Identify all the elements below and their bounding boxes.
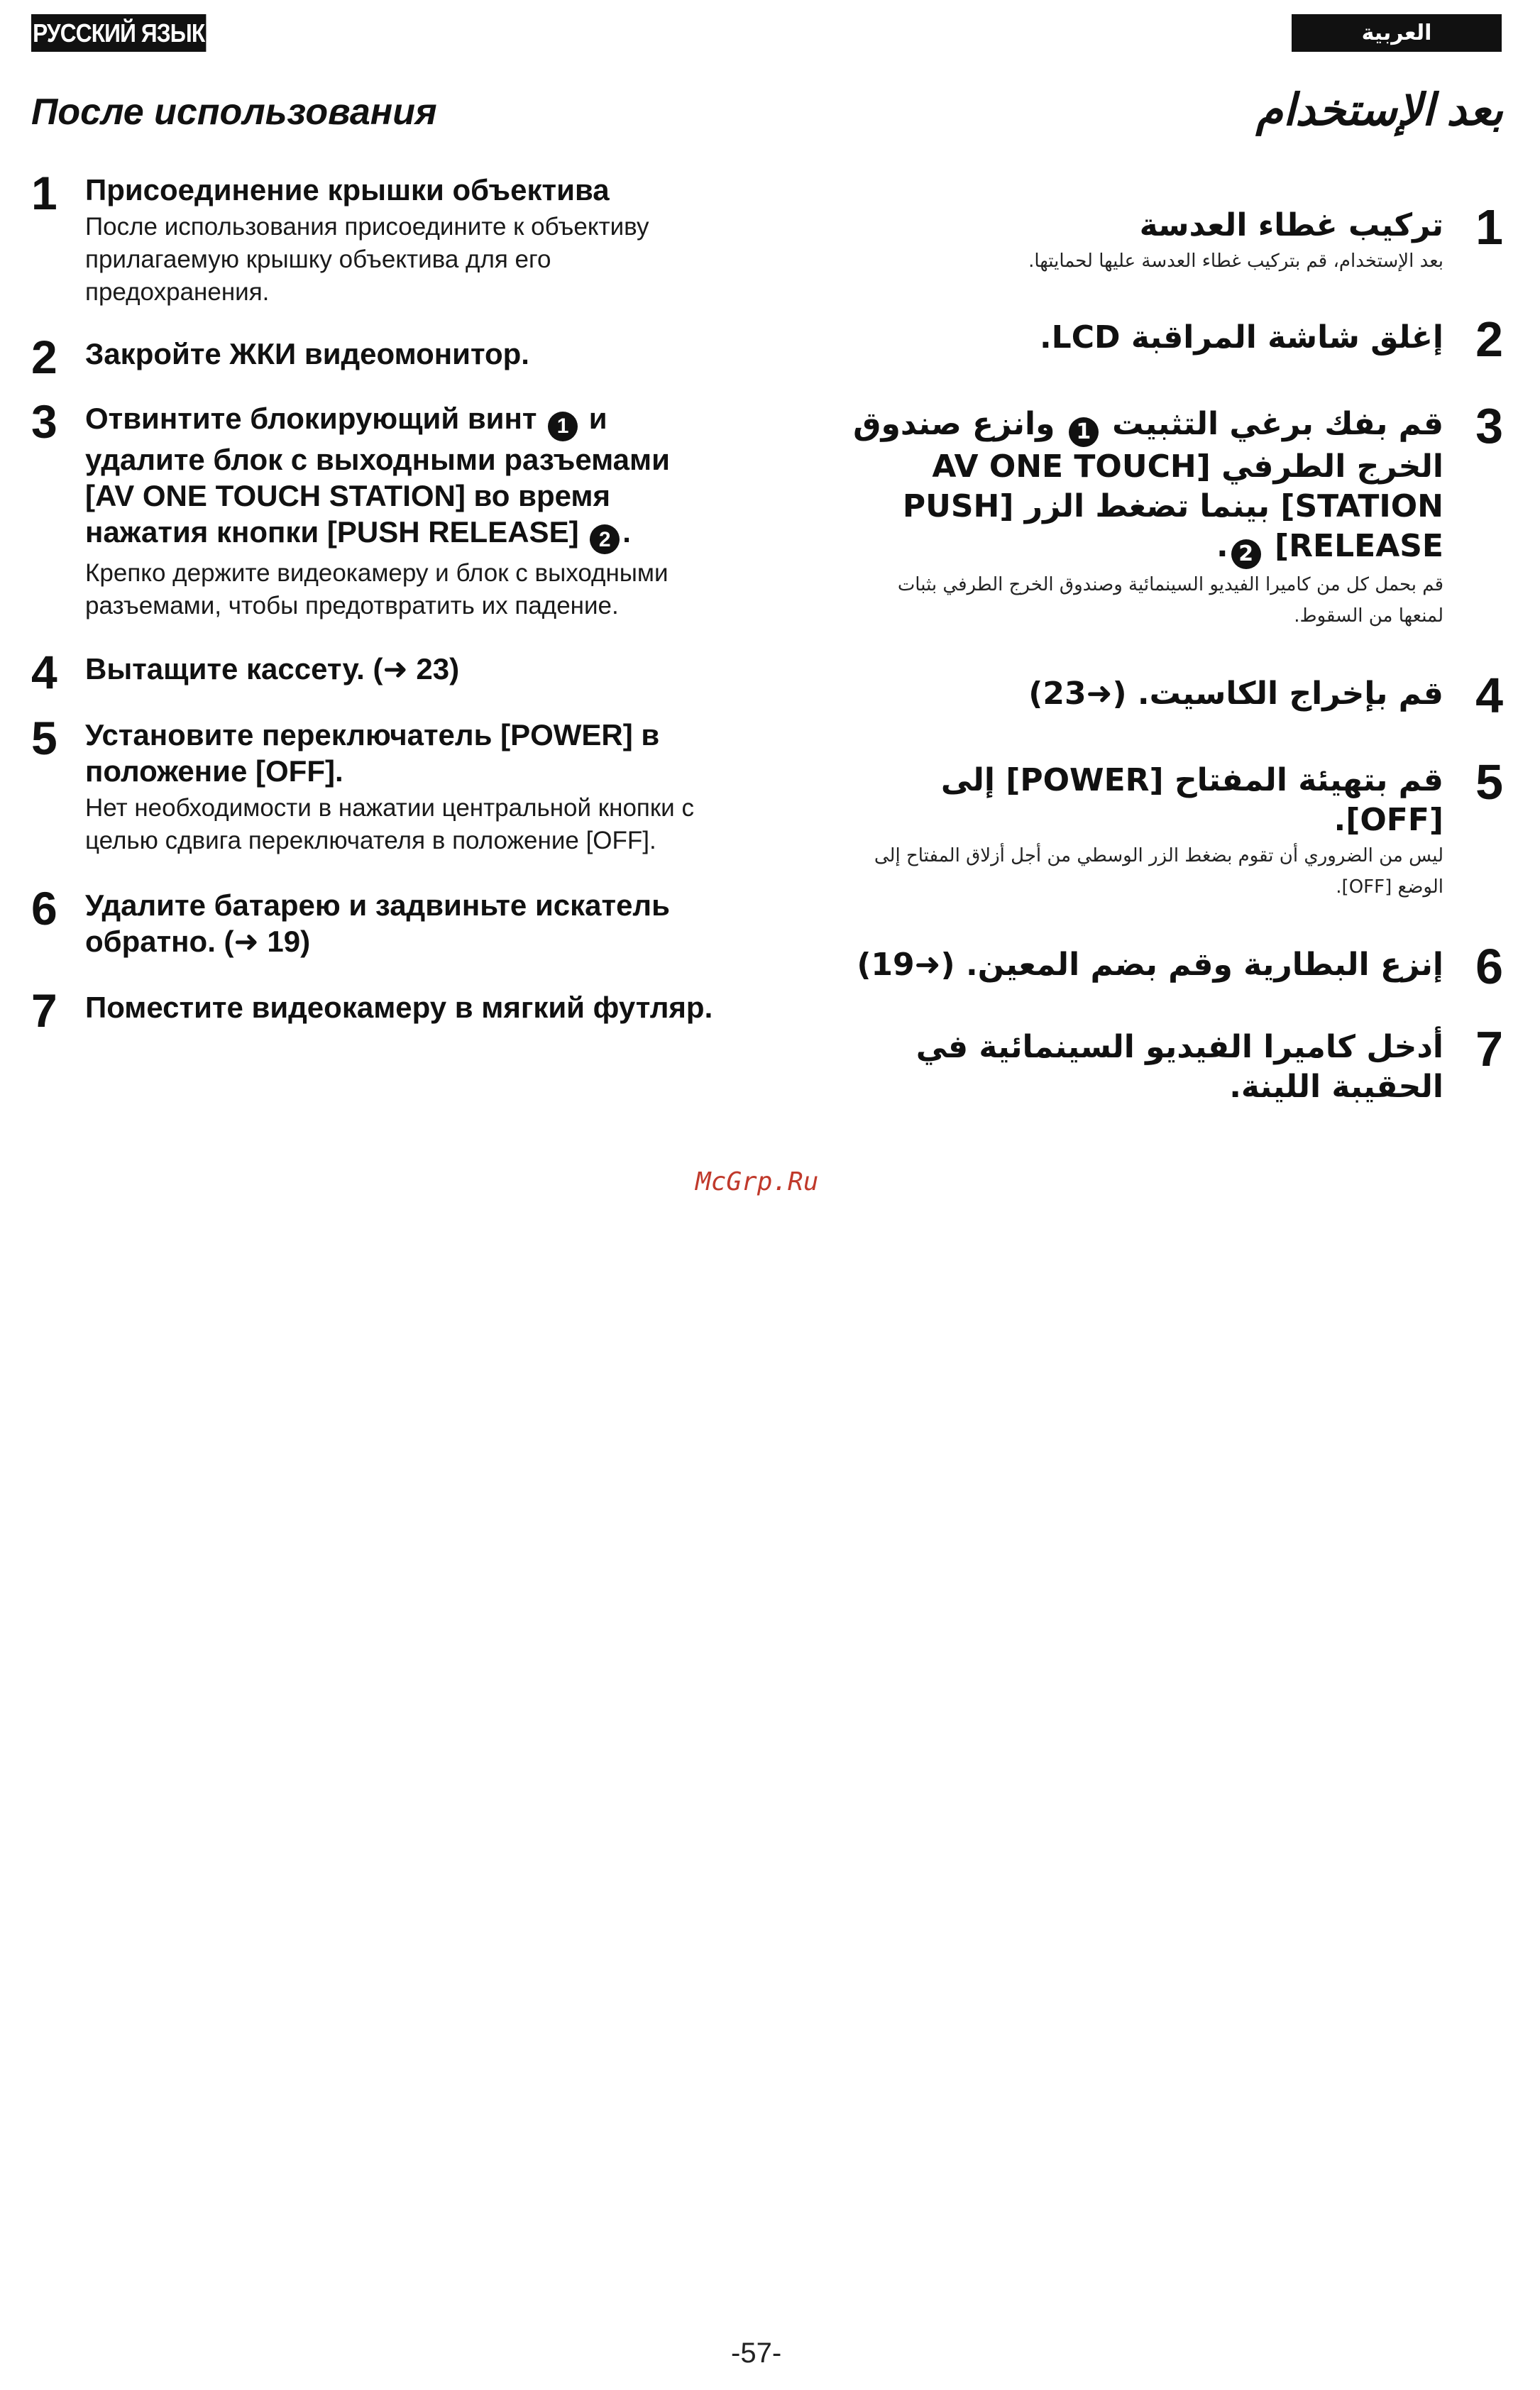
step-number: 2 xyxy=(31,331,57,383)
step-title: إنزع البطارية وقم بضم المعين. (➜19) xyxy=(857,947,1443,983)
marker-1-icon: 1 xyxy=(1069,417,1099,447)
step-title: قم بإخراج الكاسيت. (➜23) xyxy=(1028,676,1443,712)
step-1-ru xyxy=(31,167,727,309)
page-number: -57- xyxy=(731,2337,782,2369)
step-title-part: . xyxy=(622,514,631,549)
step-title: Закройте ЖКИ видеомонитор. xyxy=(85,337,529,370)
step-3-ar xyxy=(850,398,1503,632)
step-7-ru xyxy=(31,984,727,1037)
step-title xyxy=(850,404,1443,569)
marker-2-icon: 2 xyxy=(590,524,620,554)
marker-1-icon: 1 xyxy=(548,412,578,441)
step-number: 5 xyxy=(1475,754,1503,810)
step-2-ar xyxy=(850,312,1503,367)
step-title: قم بتهيئة المفتاح [POWER] إلى [OFF]. xyxy=(940,762,1443,838)
step-title: تركيب غطاء العدسة xyxy=(1139,207,1443,243)
step-6-ru xyxy=(31,882,727,959)
step-title-part: Отвинтите блокирующий винт xyxy=(85,402,537,435)
step-title: Вытащите кассету. (➜ 23) xyxy=(85,652,460,685)
step-title: Поместите видеокамеру в мягкий футляр. xyxy=(85,991,713,1024)
step-number: 3 xyxy=(1475,398,1503,453)
step-number: 7 xyxy=(1475,1021,1503,1076)
step-title-part: وانزع صندوق الخرج الطرفي [AV ONE TOUCH STATION] بينما تضغط الزر [PUSH RELEASE] xyxy=(853,406,1443,564)
step-title: Установите переключатель [POWER] в положение [OFF]. xyxy=(85,718,660,788)
step-number: 2 xyxy=(1475,312,1503,367)
step-number: 1 xyxy=(31,167,57,219)
step-4-ru xyxy=(31,646,727,698)
marker-2-icon: 2 xyxy=(1231,539,1261,569)
language-tab-russian: РУССКИЙ ЯЗЫК xyxy=(31,14,206,52)
step-5-ar xyxy=(850,754,1503,903)
step-number: 6 xyxy=(31,882,57,935)
watermark-link[interactable]: McGrp.Ru xyxy=(695,1167,819,1196)
arabic-steps xyxy=(850,185,1503,1107)
step-title: أدخل كاميرا الفيديو السينمائية في الحقيبة اللينة. xyxy=(915,1029,1443,1105)
step-title: Удалите батарею и задвиньте искатель обратно. (➜ 19) xyxy=(85,888,670,958)
russian-steps xyxy=(31,155,727,1037)
step-3-ru xyxy=(31,395,727,622)
step-number: 6 xyxy=(1475,939,1503,994)
step-title-part: قم بفك برغي التثبيت xyxy=(1112,406,1443,442)
step-title: إغلق شاشة المراقبة LCD. xyxy=(1039,319,1443,356)
step-title: Присоединение крышки объектива xyxy=(85,173,610,206)
step-number: 1 xyxy=(1475,199,1503,255)
step-description: Нет необходимости в нажатии центральной кнопки с целью сдвига переключателя в положение [OFF]. xyxy=(85,794,694,854)
step-4-ar xyxy=(850,668,1503,723)
step-description: بعد الإستخدام، قم بتركيب غطاء العدسة عليها لحمايتها. xyxy=(1028,250,1443,272)
step-description: ليس من الضروري أن تقوم بضغط الزر الوسطي من أجل أزلاق المفتاح إلى الوضع [OFF]. xyxy=(874,845,1443,898)
step-description: قم بحمل كل من كاميرا الفيديو السينمائية وصندوق الخرج الطرفي بثبات لمنعها من السقوط. xyxy=(897,574,1443,627)
step-1-ar xyxy=(850,199,1503,277)
step-title xyxy=(85,400,727,554)
step-number: 5 xyxy=(31,712,57,764)
step-7-ar xyxy=(850,1021,1503,1107)
step-2-ru xyxy=(31,331,727,383)
step-description: После использования присоедините к объективу прилагаемую крышку объектива для его предохранения. xyxy=(85,213,649,306)
step-6-ar xyxy=(850,939,1503,994)
page-title-arabic: بعد الإستخدام xyxy=(1255,86,1503,135)
step-5-ru xyxy=(31,712,727,857)
step-number: 3 xyxy=(31,395,57,448)
step-number: 4 xyxy=(1475,668,1503,723)
step-number: 4 xyxy=(31,646,57,698)
step-title-part: и удалите блок с выходными разъемами [AV ONE TOUCH STATION] во время нажатия кнопки [PUSH RELEASE] xyxy=(85,402,670,549)
step-description: Крепко держите видеокамеру и блок с выходными разъемами, чтобы предотвратить их падение. xyxy=(85,559,669,619)
step-number: 7 xyxy=(31,984,57,1037)
page-title-russian: После использования xyxy=(31,92,437,133)
language-tab-arabic: العربية xyxy=(1292,14,1502,52)
step-title-part: . xyxy=(1216,528,1228,564)
